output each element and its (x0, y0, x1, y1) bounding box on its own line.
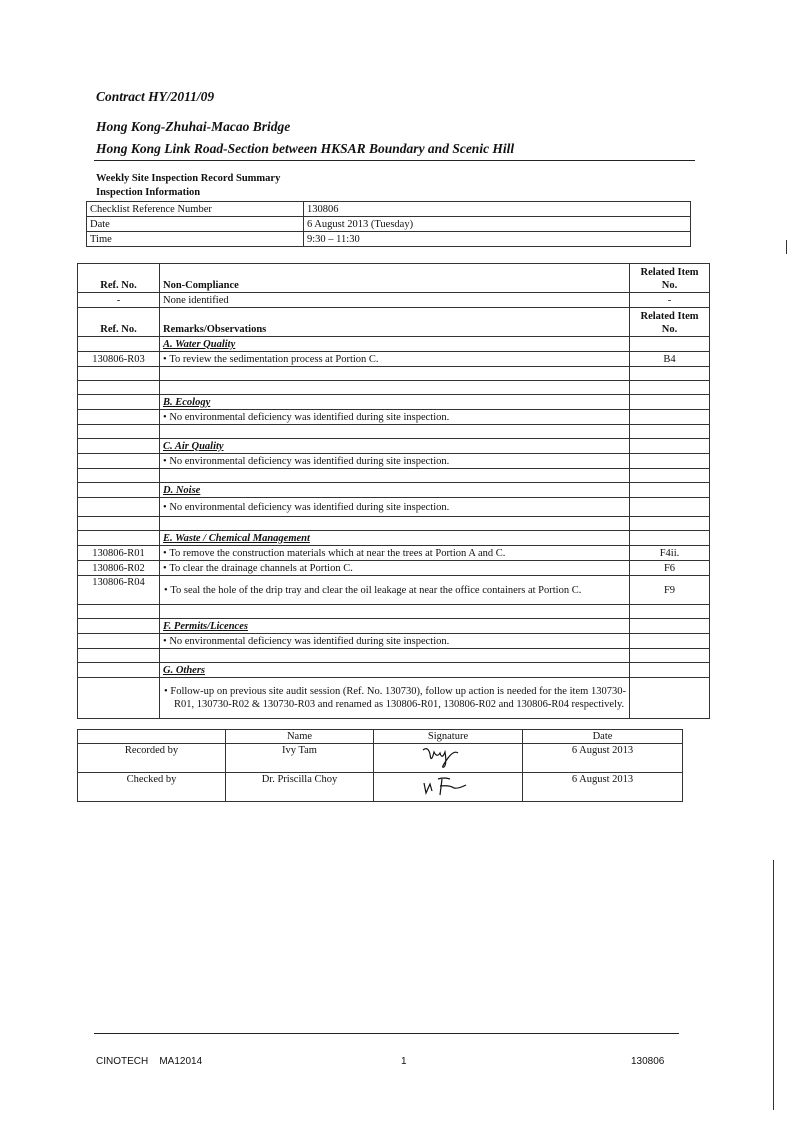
empty-cell (160, 649, 630, 663)
table-row (78, 546, 710, 561)
item-cell: F6 (630, 561, 710, 576)
spacer-row (78, 469, 710, 483)
item-cell: B4 (630, 352, 710, 367)
ref-cell: 130806-R02 (78, 561, 160, 576)
date-cell: 6 August 2013 (523, 744, 683, 773)
empty-cell (78, 678, 160, 719)
empty-cell (630, 498, 710, 517)
contract-number: Contract HY/2011/09 (96, 89, 215, 104)
empty-cell (78, 619, 160, 634)
empty-cell (630, 531, 710, 546)
empty-cell (630, 619, 710, 634)
empty-cell (78, 367, 160, 381)
signature-row (78, 773, 683, 802)
empty-cell (630, 663, 710, 678)
info-label: Date (87, 217, 304, 232)
table-row (78, 634, 710, 649)
remark-text: • No environmental deficiency was identified during site inspection. (163, 412, 449, 423)
table-row (78, 678, 710, 719)
empty-cell (78, 517, 160, 531)
table-row (78, 561, 710, 576)
text-cell (160, 678, 630, 719)
empty-cell (630, 425, 710, 439)
section-ecology: B. Ecology (163, 396, 211, 408)
name-header: Name (226, 730, 374, 744)
related-item-header: Related Item No. (630, 308, 710, 337)
remark-text: • No environmental deficiency was identified during site inspection. (163, 456, 449, 467)
table-row (78, 293, 710, 308)
text-cell (160, 454, 630, 469)
signature-table (77, 729, 683, 802)
empty-cell (78, 605, 160, 619)
empty-cell (78, 425, 160, 439)
spacer-row (78, 367, 710, 381)
empty-cell (630, 678, 710, 719)
remark-text: • To remove the construction materials which at near the trees at Portion A and C. (163, 548, 505, 559)
empty-cell (78, 498, 160, 517)
empty-cell (630, 649, 710, 663)
table-row (78, 576, 710, 605)
remark-text: • To review the sedimentation process at Portion C. (163, 354, 379, 365)
info-label: Checklist Reference Number (87, 202, 304, 217)
section-air-quality: C. Air Quality (163, 440, 224, 452)
empty-cell (78, 454, 160, 469)
item-cell: - (630, 293, 710, 308)
text-cell (160, 561, 630, 576)
scan-edge-line (773, 860, 774, 1110)
header-rule (94, 160, 695, 161)
item-cell: F4ii. (630, 546, 710, 561)
empty-cell (78, 439, 160, 454)
ref-header: Ref. No. (78, 308, 160, 337)
scan-edge-mark (786, 240, 787, 254)
section-cell (160, 619, 630, 634)
signature-row (78, 744, 683, 773)
empty-cell (78, 469, 160, 483)
header-row (78, 308, 710, 337)
section-row (78, 619, 710, 634)
remark-text: • Follow-up on previous site audit session (Ref. No. 130730), follow up action is needed for the item 130730-R01, 130730-R02 & 130730-R03 and renamed as 130806-R01, 130806-R02 and 130806-R04 respectively. (164, 686, 626, 710)
empty-cell (78, 663, 160, 678)
name-cell: Ivy Tam (226, 744, 374, 773)
section-title: Hong Kong Link Road-Section between HKSAR Boundary and Scenic Hill (96, 141, 515, 156)
signature-priscilla-choy (418, 773, 478, 797)
empty-cell (630, 483, 710, 498)
info-row (87, 202, 691, 217)
section-row (78, 531, 710, 546)
section-noise: D. Noise (163, 484, 201, 496)
remark-text: • To seal the hole of the drip tray and clear the oil leakage at near the office containers at Portion C. (164, 585, 581, 596)
empty-cell (78, 531, 160, 546)
footer-rule (94, 1033, 679, 1034)
text-cell (160, 498, 630, 517)
section-cell (160, 395, 630, 410)
text-cell (160, 352, 630, 367)
spacer-row (78, 649, 710, 663)
project-title: Hong Kong-Zhuhai-Macao Bridge (96, 119, 291, 134)
empty-cell (78, 381, 160, 395)
empty-cell (160, 367, 630, 381)
section-others: G. Others (163, 664, 206, 676)
info-label: Time (87, 232, 304, 247)
info-value: 130806 (304, 202, 691, 217)
table-row (78, 498, 710, 517)
empty-cell (78, 649, 160, 663)
ref-cell: - (78, 293, 160, 308)
spacer-row (78, 517, 710, 531)
ref-cell: 130806-R04 (78, 576, 160, 605)
remark-text: • No environmental deficiency was identified during site inspection. (163, 636, 449, 647)
empty-cell (630, 454, 710, 469)
empty-cell (630, 439, 710, 454)
section-cell (160, 531, 630, 546)
section-cell (160, 663, 630, 678)
empty-cell (78, 337, 160, 352)
empty-cell (78, 483, 160, 498)
section-row (78, 395, 710, 410)
text-cell (160, 634, 630, 649)
info-value: 6 August 2013 (Tuesday) (304, 217, 691, 232)
empty-cell (630, 634, 710, 649)
section-row (78, 483, 710, 498)
section-row (78, 439, 710, 454)
signature-ivy-tam (418, 744, 478, 768)
empty-cell (630, 469, 710, 483)
section-waste-chemical: E. Waste / Chemical Management (163, 532, 310, 544)
empty-cell (78, 730, 226, 744)
remark-text: • To clear the drainage channels at Portion C. (163, 563, 353, 574)
section-permits-licences: F. Permits/Licences (163, 620, 248, 632)
section-cell (160, 483, 630, 498)
text-cell (160, 576, 630, 605)
summary-title: Weekly Site Inspection Record Summary (96, 173, 281, 184)
empty-cell (78, 634, 160, 649)
section-water-quality: A. Water Quality (163, 338, 236, 350)
table-row (78, 410, 710, 425)
spacer-row (78, 381, 710, 395)
footer-checklist-number: 130806 (631, 1056, 665, 1067)
section-cell (160, 337, 630, 352)
signature-cell (374, 744, 523, 773)
empty-cell (630, 337, 710, 352)
section-cell (160, 439, 630, 454)
remarks-table (77, 263, 710, 719)
text-cell (160, 546, 630, 561)
empty-cell (160, 517, 630, 531)
role-cell: Recorded by (78, 744, 226, 773)
empty-cell (630, 410, 710, 425)
role-cell: Checked by (78, 773, 226, 802)
empty-cell (630, 381, 710, 395)
spacer-row (78, 605, 710, 619)
empty-cell (630, 395, 710, 410)
page-number: 1 (401, 1056, 407, 1067)
empty-cell (78, 395, 160, 410)
inspection-info-table (86, 201, 691, 247)
header-row (78, 264, 710, 293)
ref-cell: 130806-R03 (78, 352, 160, 367)
remark-text: • No environmental deficiency was identified during site inspection. (163, 502, 449, 513)
item-cell: F9 (630, 576, 710, 605)
empty-cell (160, 381, 630, 395)
date-cell: 6 August 2013 (523, 773, 683, 802)
empty-cell (78, 410, 160, 425)
info-value: 9:30 – 11:30 (304, 232, 691, 247)
inspection-info-title: Inspection Information (96, 187, 201, 198)
info-row (87, 217, 691, 232)
signature-header: Signature (374, 730, 523, 744)
empty-cell (160, 425, 630, 439)
ref-cell: 130806-R01 (78, 546, 160, 561)
signature-header-row (78, 730, 683, 744)
ref-header: Ref. No. (78, 264, 160, 293)
empty-cell (630, 517, 710, 531)
section-row (78, 337, 710, 352)
text-cell (160, 410, 630, 425)
table-row (78, 352, 710, 367)
spacer-row (78, 425, 710, 439)
info-row (87, 232, 691, 247)
non-compliance-header: Non-Compliance (160, 264, 630, 293)
date-header: Date (523, 730, 683, 744)
related-item-header: Related Item No. (630, 264, 710, 293)
footer-reference: CINOTECH MA12014 (96, 1056, 203, 1067)
table-row (78, 454, 710, 469)
remarks-header: Remarks/Observations (160, 308, 630, 337)
text-cell: None identified (160, 293, 630, 308)
empty-cell (630, 367, 710, 381)
empty-cell (160, 469, 630, 483)
empty-cell (160, 605, 630, 619)
signature-cell (374, 773, 523, 802)
section-row (78, 663, 710, 678)
empty-cell (630, 605, 710, 619)
name-cell: Dr. Priscilla Choy (226, 773, 374, 802)
